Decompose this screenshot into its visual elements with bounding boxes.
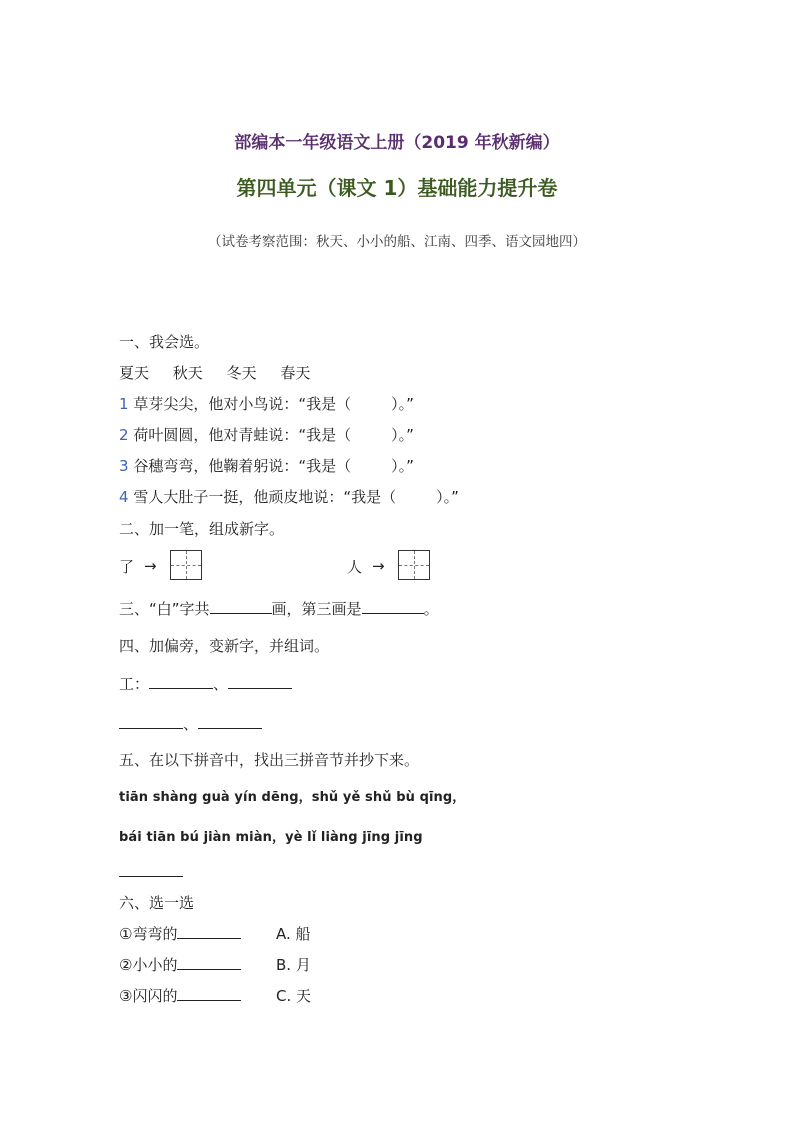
item-text: 荷叶圆圆，他对青蛙说：“我是（: [133, 426, 352, 444]
answer-blank[interactable]: [198, 714, 262, 729]
q1-item: [119, 487, 459, 507]
item-text: 雪人大肚子一挺，他顽皮地说：“我是（: [133, 488, 397, 506]
q4-heading: 四、加偏旁，变新字，并组词。: [119, 637, 330, 655]
writing-grid-box[interactable]: [398, 550, 430, 580]
item-number: 4: [119, 488, 129, 506]
unit-title: 第四单元（课文 1）基础能力提升卷: [236, 176, 558, 200]
item-number: 3: [119, 457, 129, 475]
word-option: 春天: [280, 364, 311, 382]
q4-label: 工：: [119, 675, 150, 693]
item-text: 谷穗弯弯，他鞠着躬说：“我是（: [133, 457, 352, 475]
q6-item: [119, 986, 241, 1006]
item-number: 1: [119, 395, 129, 413]
document-title: 部编本一年级语文上册（2019 年秋新编）: [234, 133, 560, 153]
q4-line: [119, 674, 292, 694]
q1-heading: 一、我会选。: [119, 333, 210, 351]
item-text: 草芽尖尖，他对小鸟说：“我是（: [133, 395, 352, 413]
arrow-icon: →: [372, 557, 385, 575]
answer-blank[interactable]: [149, 674, 213, 689]
exam-scope: （试卷考察范围：秋天、小小的船、江南、四季、语文园地四）: [208, 234, 586, 250]
answer-blank[interactable]: [177, 955, 241, 970]
q3-line: [119, 599, 439, 619]
arrow-icon: →: [144, 557, 157, 575]
item-close: ）。”: [391, 426, 414, 444]
q5-heading: 五、在以下拼音中，找出三拼音节并抄下来。: [119, 751, 420, 769]
separator: 、: [213, 675, 229, 693]
q6-heading: 六、选一选: [119, 894, 195, 912]
word-option: 夏天: [119, 364, 150, 382]
pinyin-line: tiān shàng guà yín dēng，shǔ yě shǔ bù qīng，: [119, 790, 466, 805]
word-option: 秋天: [172, 364, 203, 382]
q1-item: [119, 425, 414, 445]
q6-option: C. 天: [276, 987, 312, 1005]
item-number: 2: [119, 426, 129, 444]
q3-text: 。: [423, 600, 439, 618]
q1-item: [119, 394, 414, 414]
answer-blank[interactable]: [228, 674, 292, 689]
word-option: 冬天: [226, 364, 257, 382]
q3-text: 三、“白”字共: [119, 600, 210, 618]
answer-blank[interactable]: [210, 599, 272, 614]
q2-right-char: 人: [347, 558, 363, 576]
item-close: ）。”: [391, 395, 414, 413]
q6-option: A. 船: [276, 925, 311, 943]
item-close: ）。”: [391, 457, 414, 475]
q6-item: [119, 955, 241, 975]
q2-left-char: 了: [119, 558, 135, 576]
q6-item-text: ②小小的: [119, 956, 178, 974]
answer-blank[interactable]: [177, 986, 241, 1001]
writing-grid-box[interactable]: [170, 550, 202, 580]
answer-blank[interactable]: [119, 714, 183, 729]
q3-text: 画，第三画是: [271, 600, 362, 618]
q6-item-text: ①弯弯的: [119, 925, 178, 943]
q1-word-bank: [119, 363, 310, 383]
q6-option: B. 月: [276, 956, 311, 974]
pinyin-line: bái tiān bú jiàn miàn，yè lǐ liàng jīng jīng: [119, 830, 423, 845]
answer-blank[interactable]: [119, 876, 183, 877]
answer-blank[interactable]: [362, 599, 424, 614]
q6-item: [119, 924, 241, 944]
item-close: ）。”: [436, 488, 459, 506]
separator: 、: [183, 715, 199, 733]
answer-blank[interactable]: [177, 924, 241, 939]
q2-heading: 二、加一笔，组成新字。: [119, 520, 285, 538]
q4-line: [119, 714, 262, 734]
q6-item-text: ③闪闪的: [119, 987, 178, 1005]
q1-item: [119, 456, 414, 476]
